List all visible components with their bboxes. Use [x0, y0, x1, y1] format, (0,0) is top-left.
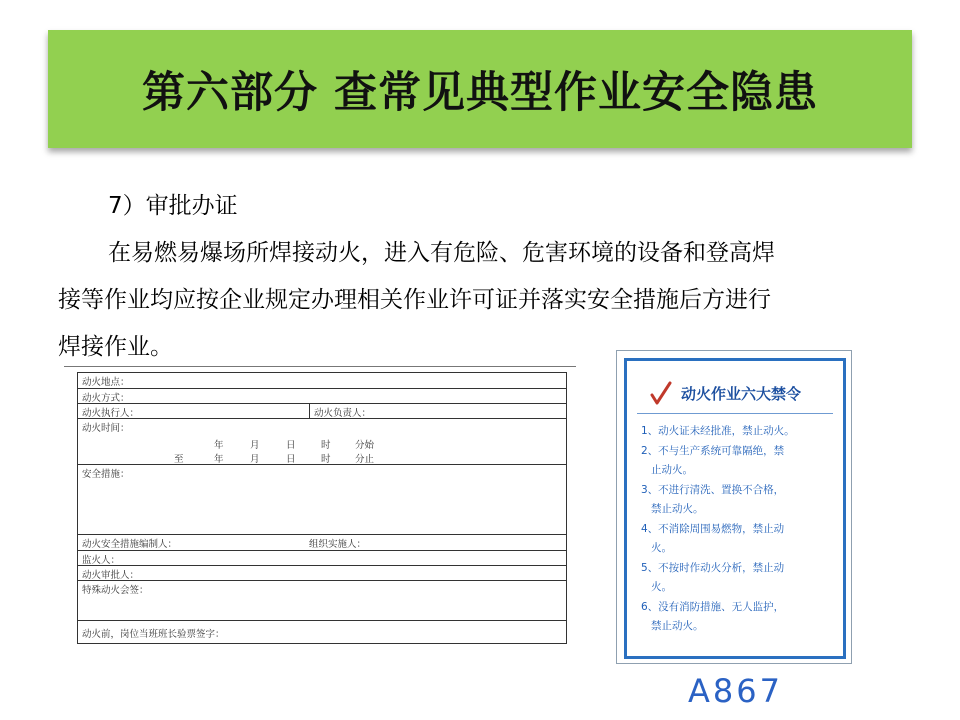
form-label-measures-author: 动火安全措施编制人： — [82, 539, 178, 550]
form-label-approver: 动火审批人： — [82, 570, 140, 581]
form-row-supervisor — [78, 551, 566, 566]
slide-title: 第六部分 查常见典型作业安全隐患 — [142, 67, 818, 118]
permit-form — [77, 372, 567, 644]
hot-work-permit-form-image — [64, 366, 576, 652]
time-minute-start: 分始 — [355, 440, 375, 451]
form-label-safety-measures: 安全措施： — [82, 469, 130, 480]
sign-rule-line: 3、不进行清洗、置换不合格， — [641, 483, 785, 496]
time-day-1: 日 — [286, 440, 296, 451]
form-label-organizer: 组织实施人： — [309, 539, 367, 550]
sign-title: 动火作业六大禁令 — [681, 385, 802, 403]
sign-rule-line: 1、动火证未经批准，禁止动火。 — [641, 425, 795, 437]
form-label-special-sign: 特殊动火会签： — [82, 585, 149, 596]
sign-rule-line: 火。 — [641, 581, 673, 593]
time-month-2: 月 — [250, 454, 260, 465]
time-month-1: 月 — [250, 440, 260, 451]
sign-divider — [637, 413, 833, 414]
paragraph-line-2: 接等作业均应按企业规定办理相关作业许可证并落实安全措施后方进行 — [58, 287, 771, 313]
time-year-2: 年 — [214, 454, 224, 465]
form-label-supervisor: 监火人： — [82, 555, 121, 566]
sign-rule-line: 禁止动火。 — [641, 503, 704, 515]
sign-border — [624, 358, 846, 659]
fire-prohibition-sign — [616, 350, 852, 664]
sign-rule-line: 6、没有消防措施、无人监护， — [641, 600, 785, 613]
form-divider — [309, 404, 310, 418]
time-day-2: 日 — [286, 454, 296, 465]
form-label-location: 动火地点： — [82, 377, 130, 388]
section-heading: 7）审批办证 — [108, 193, 238, 219]
form-label-executor: 动火执行人： — [82, 408, 140, 419]
form-row-safety — [78, 465, 566, 535]
form-row-location — [78, 373, 566, 389]
sign-code: A867 — [688, 672, 783, 710]
time-year-1: 年 — [214, 440, 224, 451]
paragraph-line-3: 焊接作业。 — [58, 334, 173, 360]
sign-rule-line: 4、不消除周围易燃物，禁止动 — [641, 522, 785, 535]
sign-rule-line: 止动火。 — [641, 464, 694, 476]
form-row-time — [78, 419, 566, 465]
form-label-method: 动火方式： — [82, 393, 130, 404]
sign-rule-line: 5、不按时作动火分析，禁止动 — [641, 561, 785, 574]
time-hour-2: 时 — [321, 454, 331, 465]
form-label-pre-check: 动火前，岗位当班班长验票签字： — [82, 629, 225, 640]
paragraph-line-1: 在易燃易爆场所焊接动火，进入有危险、危害环境的设备和登高焊 — [108, 240, 775, 266]
time-to-label: 至 — [174, 454, 184, 465]
sign-rule-line: 禁止动火。 — [641, 620, 704, 632]
check-flame-icon — [649, 380, 673, 406]
form-row-special-sign — [78, 581, 566, 621]
sign-rule-line: 火。 — [641, 542, 673, 554]
form-top-rule — [64, 366, 576, 367]
form-row-pre-check — [78, 621, 566, 643]
form-row-method — [78, 389, 566, 404]
form-row-author — [78, 535, 566, 551]
form-label-time: 动火时间： — [82, 423, 130, 434]
sign-rule-line: 2、不与生产系统可靠隔绝，禁 — [641, 444, 785, 457]
form-row-people — [78, 404, 566, 419]
sign-rules-list — [641, 422, 837, 637]
time-hour-1: 时 — [321, 440, 331, 451]
title-banner — [48, 30, 912, 148]
form-row-approver — [78, 566, 566, 581]
form-label-responsible: 动火负责人： — [314, 408, 372, 419]
time-minute-end: 分止 — [355, 454, 375, 465]
